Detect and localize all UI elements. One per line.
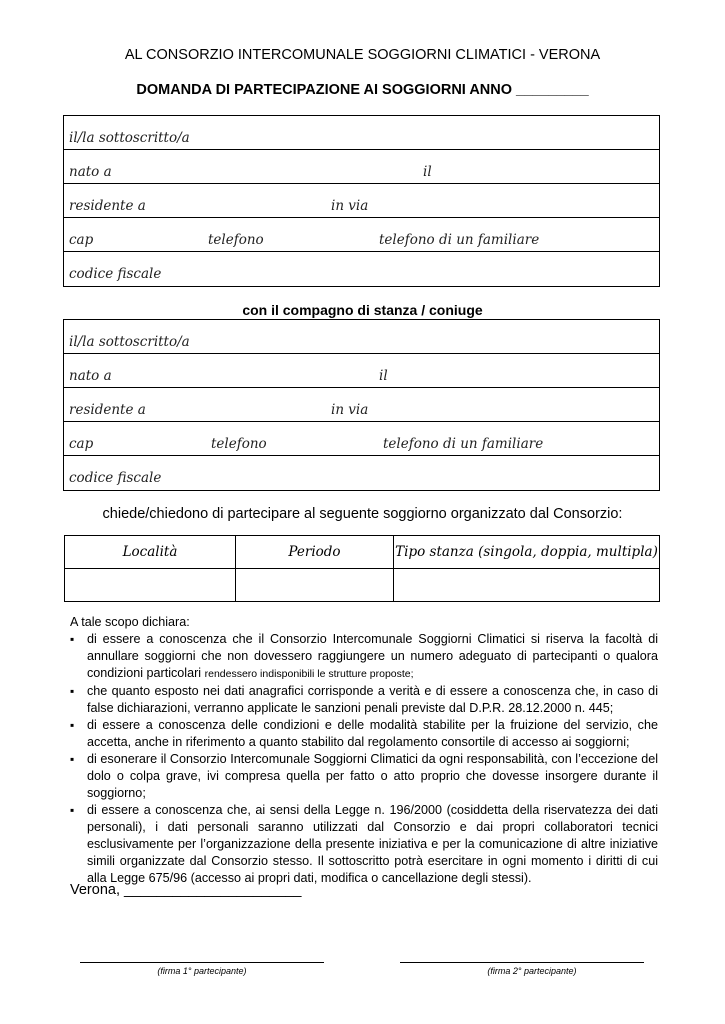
birth-row[interactable]	[64, 150, 659, 184]
locality-header: Località	[65, 536, 236, 569]
birthdate-label: il	[423, 164, 432, 180]
name-label: il/la sottoscritto/a	[69, 334, 190, 350]
residence-row[interactable]	[64, 388, 659, 422]
room-type-cell[interactable]	[394, 569, 660, 602]
declaration	[70, 614, 658, 887]
participant-2-box	[63, 319, 660, 491]
form-title: DOMANDA DI PARTECIPAZIONE AI SOGGIORNI ANNO _________	[136, 82, 589, 98]
declaration-item: ▪ che quanto esposto nei dati anagrafici corrisponde a verità e di essere a conoscenza che, in caso di false dichiarazioni, verranno applicate le sanzioni penali previste dal D.P.R. 28.12.2000 n. 445;	[70, 683, 658, 717]
residence-label: residente a	[69, 402, 146, 418]
family-phone-label: telefono di un familiare	[379, 232, 540, 248]
name-row[interactable]	[64, 116, 659, 150]
tax-code-label: codice fiscale	[69, 470, 162, 486]
cap-label: cap	[69, 232, 94, 248]
residence-label: residente a	[69, 198, 146, 214]
place-date-line[interactable]: Verona, ______________________	[70, 882, 302, 898]
name-row[interactable]	[64, 320, 659, 354]
participant-1-box	[63, 115, 660, 287]
street-label: in via	[331, 198, 369, 214]
tax-code-row[interactable]	[64, 252, 659, 286]
signature-caption-2: (firma 2° partecipante)	[487, 966, 577, 976]
period-header: Periodo	[236, 536, 394, 569]
residence-row[interactable]	[64, 184, 659, 218]
contact-row[interactable]	[64, 422, 659, 456]
request-statement: chiede/chiedono di partecipare al seguente soggiorno organizzato dal Consorzio:	[102, 506, 623, 522]
street-label: in via	[331, 402, 369, 418]
phone-label: telefono	[211, 436, 267, 452]
family-phone-label: telefono di un familiare	[383, 436, 544, 452]
contact-row[interactable]	[64, 218, 659, 252]
declaration-item: ▪ di essere a conoscenza che il Consorzio Intercomunale Soggiorni Climatici si riserva la facoltà di annullare soggiorni che non dovessero raggiungere un numero adeguato di partecipanti o qualora condizioni particolari rendessero indisponibili le strutture proposte;	[70, 631, 658, 683]
recipient-heading: AL CONSORZIO INTERCOMUNALE SOGGIORNI CLIMATICI - VERONA	[124, 47, 601, 63]
signature-caption-1: (firma 1° partecipante)	[157, 966, 247, 976]
declaration-item: ▪ di essere a conoscenza delle condizioni e delle modalità stabilite per la fruizione del servizio, che accetta, anche in riferimento a quanto stabilito dal regolamento consortile di accesso ai soggiorni;	[70, 717, 658, 751]
tax-code-row[interactable]	[64, 456, 659, 490]
declaration-item: ▪ di essere a conoscenza che, ai sensi della Legge n. 196/2000 (cosiddetta della riservatezza dei dati personali), i dati personali saranno utilizzati dal Consorzio e dai propri collaboratori tecnici esclusivamente per l’organizzazione della presente iniziativa e per la comunicazione di altre iniziative simili organizzate dal Consorzio stesso. Il sottoscritto potrà esercitare in ogni momento i diritti di cui alla Legge 675/96 (accesso ai propri dati, modifica o cancellazione degli stessi).	[70, 802, 658, 887]
name-label: il/la sottoscritto/a	[69, 130, 190, 146]
birthdate-label: il	[379, 368, 388, 384]
cap-label: cap	[69, 436, 94, 452]
room-type-header: Tipo stanza (singola, doppia, multipla)	[394, 536, 660, 569]
locality-cell[interactable]	[65, 569, 236, 602]
signature-line-1[interactable]	[80, 962, 324, 963]
period-cell[interactable]	[236, 569, 394, 602]
birthplace-label: nato a	[69, 368, 112, 384]
phone-label: telefono	[208, 232, 264, 248]
declaration-item-smalltext: rendessero indisponibili le strutture proposte;	[204, 668, 414, 680]
companion-heading: con il compagno di stanza / coniuge	[242, 302, 483, 318]
birth-row[interactable]	[64, 354, 659, 388]
stay-table	[64, 535, 660, 602]
tax-code-label: codice fiscale	[69, 266, 162, 282]
signature-line-2[interactable]	[400, 962, 644, 963]
declaration-intro: A tale scopo dichiara:	[70, 615, 190, 629]
declaration-item: ▪ di esonerare il Consorzio Intercomunale Soggiorni Climatici da ogni responsabilità, con l’eccezione del dolo o colpa grave, ivi compresa quella per fatto o atto proprio che dovesse insorgere durante il soggiorno;	[70, 751, 658, 802]
birthplace-label: nato a	[69, 164, 112, 180]
